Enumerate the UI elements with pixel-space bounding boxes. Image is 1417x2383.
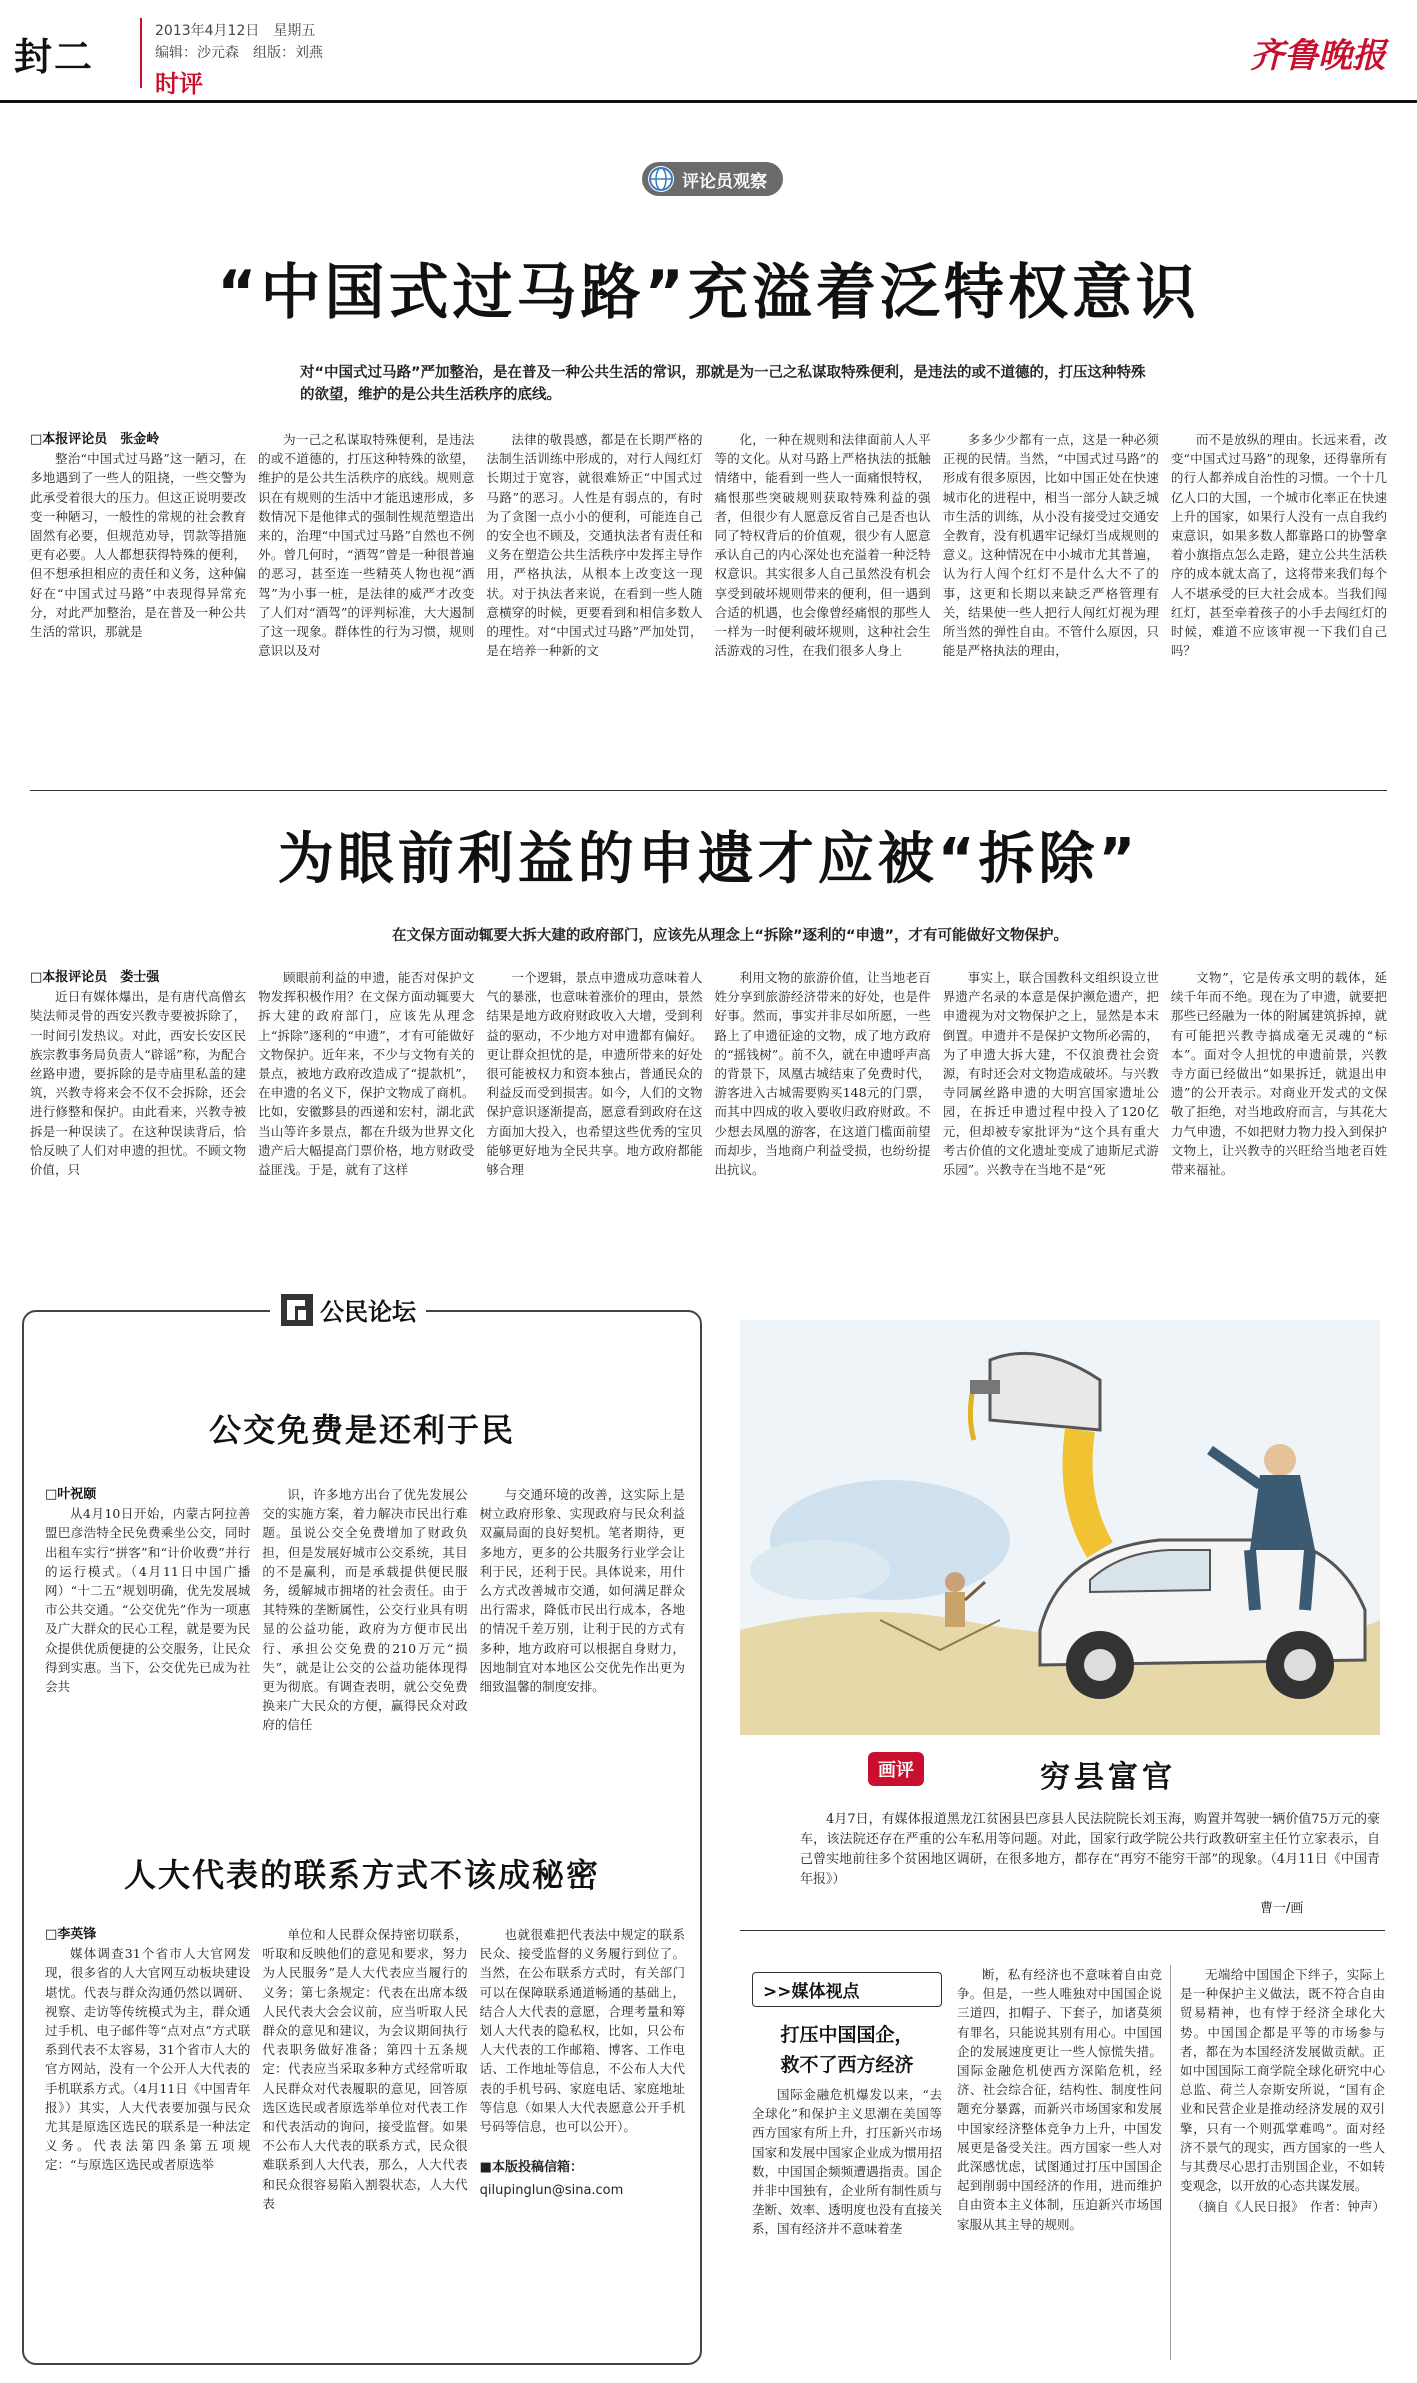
article1-col-2-text: 为一己之私谋取特殊便利，是违法的或不道德的，打压这种特殊的欲望，维护的是公共生活秩序的底线。规则意识在有规则的生活中才能迅速形成，多数情况下是他律式的强制性规范塑造出来的，治理“中国式过马路”自然也不例外。曾几何时，“酒驾”曾是一种很普遍的恶习，甚至连一些精英人物也视“酒驾”为小事一桩，是法律的威严才改变了人们对“酒驾”的评判标准，大大遏制了这一现象。群体性的行为习惯，规则意识以及对 [258,432,475,659]
article1-col-6 [1171,430,1387,780]
article1-col-5-text: 多多少少都有一点，这是一种必须正视的民情。当然，“中国式过马路”的形成有很多原因，比如中国正处在快速城市化的进程中，相当一部分人缺乏城市生活的训练，从小没有接受过交通安全教育，没有机遇牢记绿灯当成规则的意义。这种情况在中小城市尤其普遍，认为行人闯个红灯不是什么大不了的事，这更和长期以来缺乏严格管理有关，结果使一些人把行人闯红灯视为理所当然的弹性自由。不管什么原因，只能是严格执法的理由， [942,432,1159,659]
article2-body [30,968,1387,1273]
masthead [0,0,1417,102]
article3-col-2-text: 识，许多地方出台了优先发展公交的实施方案，着力解决市民出行难题。虽说公交全免费增加了财政负担，但是发展好城市公交系统，其目的不是赢利，而是承载提供便民服务，缓解城市拥堵的社会责任。由于其特殊的垄断属性，公交行业具有明显的公益功能，政府为方便市民出行、承担公交免费的210万元“损失”，就是让公交的公益功能体现得更为彻底。有调查表明，就公交免费换来广大民众的方便，赢得民众对政府的信任 [262,1487,468,1733]
article5-col-3-text: 无端给中国国企下绊子，实际上是一种保护主义做法，既不符合自由贸易精神，也有悖于经济全球化大势。中国国企都是平等的市场参与者，都在为本国经济发展做贡献。正如中国国际工商学院全球化研究中心总监、荷兰人奈斯安所说，“国有企业和民营企业是推动经济发展的双引擎，只有一个则孤掌难鸣”。面对经济不景气的现实，西方国家的一些人与其费尽心思打击别国企业，不如转变观念，以开放的心态共谋发展。 [1180,1967,1385,2194]
article4-col-2-text: 单位和人民群众保持密切联系，听取和反映他们的意见和要求，努力为人民服务”是人大代表应当履行的义务；第七条规定：代表在出席本级人民代表大会会议前，应当听取人民群众的意见和建议，为会议期间执行代表职务做好准备；第四十五条规定：代表应当采取多种方式经常听取人民群众对代表履职的意见，回答原选区选民或者原选举单位对代表工作和代表活动的询问，接受监督。如果不公布人大代表的联系方式，民众很难联系到人大代表，那么，人大代表和民众很容易陷入割裂状态，人大代表 [262,1927,468,2211]
masthead-divider [140,18,142,88]
article4-col-3 [480,1925,685,2315]
globe-icon [646,164,676,194]
contact-label: ■本版投稿信箱： [479,2160,583,2176]
article2-col-1 [30,968,246,1273]
article4-col-2 [262,1925,467,2315]
article5-title-2: 救不了西方经济 [780,2054,914,2076]
article2-col-5 [943,968,1159,1273]
article2-col-3-text: 一个逻辑，景点申遗成功意味着人气的暴涨，也意味着涨价的理由，景然结果是地方政府财政收入大增，受到利益的驱动，不少地方对申遗都有偏好。更让群众担忧的是，申遗所带来的好处很可能被权力和资本独占，普通民众的利益反而受到损害。如今，人们的文物保护意识逐渐提高，愿意看到政府在这方面加大投入，也希望这些优秀的宝贝能够更好地为全民共享。地方政府都能够合理 [486,970,703,1178]
article1-col-3-text: 法律的敬畏感，都是在长期严格的法制生活训练中形成的，对行人闯红灯长期过于宽容，就很难矫正“中国式过马路”的恶习。人性是有弱点的，有时为了贪图一点小小的便利，可能连自己的安全也不顾及，交通执法者有责任和义务在塑造公共生活秩序中发挥主导作用，严格执法，从根本上改变这一现状。对于执法者来说，在看到一些人随意横穿的时候，更要看到和相信多数人的理性。对“中国式过马路”严加处罚，是在培养一种新的文 [486,432,703,659]
article4-body [45,1925,685,2315]
article4-title: 人大代表的联系方式不该成秘密 [123,1856,600,1894]
cartoon-illustration [740,1320,1380,1735]
article5-col-3 [1180,1965,1385,2365]
newspaper-logo: 齐鲁晚报 [1250,36,1386,76]
article3-col-2 [262,1485,467,1815]
article2-col-2 [258,968,474,1273]
article2-col-2-text: 顾眼前利益的申遗，能否对保护文物发挥积极作用？在文保方面动辄要大拆大建的政府部门，应该先从理念上“拆除”逐利的“申遗”，才有可能做好文物保护。近年来，不少与文物有关的景点，被地方政府改造成了“提款机”，在申遗的名义下，保护文物成了商机。比如，安徽黟县的西递和宏村，湖北武当山等许多景点，都在升级为世界文化遗产后大幅提高门票价格，地方财政受益匪浅。于是，就有了这样 [258,970,475,1178]
cartoon-tag: 画评 [868,1752,924,1786]
article2-col-1-text: 近日有媒体爆出，是有唐代高僧玄奘法师灵骨的西安兴教寺要被拆除了，一时间引发热议。对此，西安长安区民族宗教事务局负责人“辟谣”称，为配合丝路申遗，要拆除的是寺庙里私盖的建筑，兴教寺将来会不仅不会拆除，还会进行修整和保护。由此看来，兴教寺被拆是一种误读了。在这种误读背后，恰恰反映了人们对申遗的担忧。不顾文物价值，只 [30,989,247,1178]
article1-col-5 [943,430,1159,780]
article5-col-1 [752,2085,942,2365]
article2-col-4 [715,968,931,1273]
cartoon-caption: 4月7日，有媒体报道黑龙江贫困县巴彦县人民法院院长刘玉海，购置并驾驶一辆价值75万元的豪车，该法院还存在严重的公车私用等问题。对此，国家行政学院公共行政教研室主任竹立家表示，自己曾实地前往多个贫困地区调研，在很多地方，都存在“再穷不能穷干部”的现象。（4月11日《中国青年报》） [800,1812,1380,1887]
cartoon-label [868,1752,924,1786]
article1-col-4-text: 化，一种在规则和法律面前人人平等的文化。从对马路上严格执法的抵触情绪中，能看到一些人一面痛恨特权，痛恨那些突破规则获取特殊利益的强者，但很少有人愿意反省自己是否也认同了特权背后的价值观，很少有人愿意承认自己的内心深处也充溢着一种泛特权意识。其实很多人自己虽然没有机会享受到破坏规则带来的便利，但一遇到合适的机遇，也会像曾经痛恨的那些人一样为一时便利破坏规则，这种社会生活游戏的习性，在我们很多人身上 [714,432,931,659]
section-label: 封二 [14,35,95,79]
article4-col-1-text: 媒体调查31个省市人大官网发现，很多省的人大官网互动板块建设堪忧。代表与群众沟通仍然以调研、视察、走访等传统模式为主，群众通过手机、电子邮件等“点对点”方式联系到代表不太容易，31个省市人大的官方网站，没有一个公开人大代表的手机联系方式。（4月11日《中国青年报》）其实，人大代表要加强与民众尤其是原选区选民的联系是一种法定义务。代表法第四条第五项规定：“与原选区选民或者原选举 [45,1946,251,2173]
article2-col-5-text: 事实上，联合国教科文组织设立世界遗产名录的本意是保护濒危遗产，把申遗视为对文物保护之上，显然是本末倒置。申遗并不是保护文物所必需的，为了申遗大拆大建，不仅浪费社会资源，有时还会对文物造成破坏。与兴教寺同属丝路申遗的大明宫国家遗址公园，在拆迁申遗过程中投入了120亿元，但却被专家批评为“这个具有重大考古价值的文化遗址变成了迪斯尼式游乐园”。兴教寺在当地不是“死 [942,970,1159,1178]
article3-col-3 [480,1485,685,1815]
article4-col-3-text: 也就很难把代表法中规定的联系民众、接受监督的义务履行到位了。当然，在公布联系方式时，有关部门可以在保障联系通道畅通的基础上，结合人大代表的意愿，合理考量和筹划人大代表的隐私权，比如，只公布人大代表的工作邮箱、博客、工作电话、工作地址等信息，不公布人大代表的手机号码、家庭电话、家庭地址等信息（如果人大代表愿意公开手机号码等信息，也可以公开）。 [479,1927,685,2135]
masthead-rule [0,100,1417,103]
article2-col-6 [1171,968,1387,1273]
article1-body [30,430,1387,780]
article1-col-1 [30,430,246,780]
article1-col-4 [715,430,931,780]
article5-title-1: 打压中国国企， [780,2024,914,2046]
forum-label: 公民论坛 [320,1298,416,1326]
article5-divider [1170,1965,1171,2360]
article3-col-1-text: 从4月10日开始，内蒙古阿拉善盟巴彦浩特全民免费乘坐公交，同时出租车实行“拼客”和“计价收费”并行的运行模式。（4月11日中国广播网）“十二五”规划明确，优先发展城市公共交通。“公交优先”作为一项惠及广大群众的民心工程，就是要为民众提供优质便捷的公交服务，让民众得到实惠。当下，公交优先已成为社会共 [45,1506,251,1695]
badge-text: 评论员观察 [682,171,767,192]
article5-col-2 [957,1965,1162,2365]
commentator-badge [642,162,783,196]
article1-bottom-rule [30,790,1387,791]
contact-block [480,2158,685,2200]
article5-col-1-text: 国际金融危机爆发以来，“去全球化”和保护主义思潮在美国等西方国家有所上升，打压新兴市场国家和发展中国家企业成为惯用招数，中国国企频频遭遇指责。国企并非中国独有，企业所有制性质与垄断、效率、透明度也没有直接关系，国有经济并不意味着垄 [752,2087,942,2237]
article1-col-6-text: 而不是放纵的理由。长远来看，改变“中国式过马路”的现象，还得靠所有的行人都养成自治性的习惯。一个十几亿人口的大国，一个城市化率正在快速上升的国家，如果行人没有一点自我约束意识，如果多数人都靠路口的协警拿着小旗指点怎么走路，建立公共生活秩序的成本就太高了，这将带来我们每个人不堪承受的巨大社会成本。当我们闯红灯，甚至牵着孩子的小手去闯红灯的时候，难道不应该审视一下我们自己吗？ [1170,432,1388,659]
article5-credit: （摘自《人民日报》 作者：钟声） [1191,2199,1385,2215]
article1-col-1-text: 整治“中国式过马路”这一陋习，在多地遇到了一些人的阻挠，一些交警为此承受着很大的压力。但这正说明要改变一种陋习，一般性的常规的社会教育固然有必要，但规范劝导，罚款等措施更有必要。人人都想获得特殊的便利，但不想承担相应的责任和义务，这种偏好在“中国式过马路”中表现得异常充分，对此严加整治，是在普及一种公共生活的常识，那就是 [30,451,247,640]
topic-label: 时评 [155,70,203,98]
issue-date: 2013年4月12日 星期五 [155,23,316,39]
article4-byline: □李英锋 [45,1927,97,1942]
article2-title: 为眼前利益的申遗才应被“拆除” [277,827,1140,892]
article3-title: 公交免费是还利于民 [208,1411,515,1449]
article2-col-6-text: 文物”，它是传承文明的载体，延续千年而不绝。现在为了申遗，就要把那些已经融为一体的附属建筑拆掉，就有可能把兴教寺搞成毫无灵魂的“标本”。面对令人担忧的申遗前景，兴教寺方面已经做出“如果拆迁，就退出申遗”的公开表示。对商业开发式的文保敬了拒绝，对当地政府而言，与其花大力气申遗，不如把财力物力投入到保护文物上，让兴教寺的兴旺给当地老百姓带来福祉。 [1170,970,1388,1178]
article2-col-3 [486,968,702,1273]
article2-byline: □本报评论员 娄士强 [30,970,160,985]
article1-deck: 对“中国式过马路”严加整治，是在普及一种公共生活的常识，那就是为一己之私谋取特殊便利，是违法的或不道德的，打压这种特殊的欲望，维护的是公共生活秩序的底线。 [300,365,1146,403]
contact-email[interactable]: qilupinglun@sina.com [479,2183,624,2199]
article3-byline: □叶祝颐 [45,1487,97,1502]
article1-col-2 [258,430,474,780]
article5-col-2-text: 断，私有经济也不意味着自由竞争。但是，一些人唯独对中国国企说三道四，扣帽子、下套子，加诸莫须有罪名，只能说其别有用心。中国国企的发展速度更让一些人惊慌失措。国际金融危机使西方深陷危机，经济、社会综合征，结构性、制度性问题充分暴露，而新兴市场国家和发展中国家经济整体竞争力上升，中国发展更是备受关注。西方国家一些人对此深感忧虑，试图通过打压中国国企起到削弱中国经济的作用，进而维护自由资本主义体制，压迫新兴市场国家服从其主导的规则。 [957,1967,1162,2232]
article1-title: “中国式过马路”充溢着泛特权意识 [217,258,1200,328]
cartoon-credit: 曹一/画 [1260,1901,1304,1916]
article3-col-3-text: 与交通环境的改善，这实际上是树立政府形象、实现政府与民众利益双赢局面的良好契机。笔者期待，更多地方，更多的公共服务行业学会让利于民，还利于民。具体说来，用什么方式改善城市交通，如何满足群众出行需求，降低市民出行成本，各地的情况千差万别，让利于民的方式有多种，地方政府可以根据自身财力，因地制宜对本地区公交优先作出更为细致温馨的制度安排。 [479,1487,685,1695]
editors-line: 编辑：沙元森 组版：刘燕 [155,45,323,61]
article3-col-1 [45,1485,250,1815]
cartoon-bottom-rule [740,1930,1385,1931]
forum-header [270,1292,426,1327]
article1-byline: □本报评论员 张金岭 [30,432,160,447]
article1-col-3 [486,430,702,780]
article3-body [45,1485,685,1815]
article5-label: >>媒体视点 [752,1972,942,2007]
article2-deck: 在文保方面动辄要大拆大建的政府部门，应该先从理念上“拆除”逐利的“申遗”，才有可能做好文物保护。 [391,928,1069,944]
cartoon-title: 穷县富官 [1040,1760,1176,1795]
article2-col-4-text: 利用文物的旅游价值，让当地老百姓分享到旅游经济带来的好处，也是件好事。然而，事实并非尽如所愿，一些路上了申遗征途的文物，成了地方政府的“摇钱树”。前不久，就在申遗呼声高的背景下，凤凰古城结束了免费时代，游客进入古城需要购买148元的门票，而其中四成的收入要收归政府财政。不少想去凤凰的游客，在这道门槛面前望而却步，当地商户利益受损，也纷纷提出抗议。 [714,970,931,1178]
forum-icon [280,1293,314,1327]
article4-col-1 [45,1925,250,2315]
